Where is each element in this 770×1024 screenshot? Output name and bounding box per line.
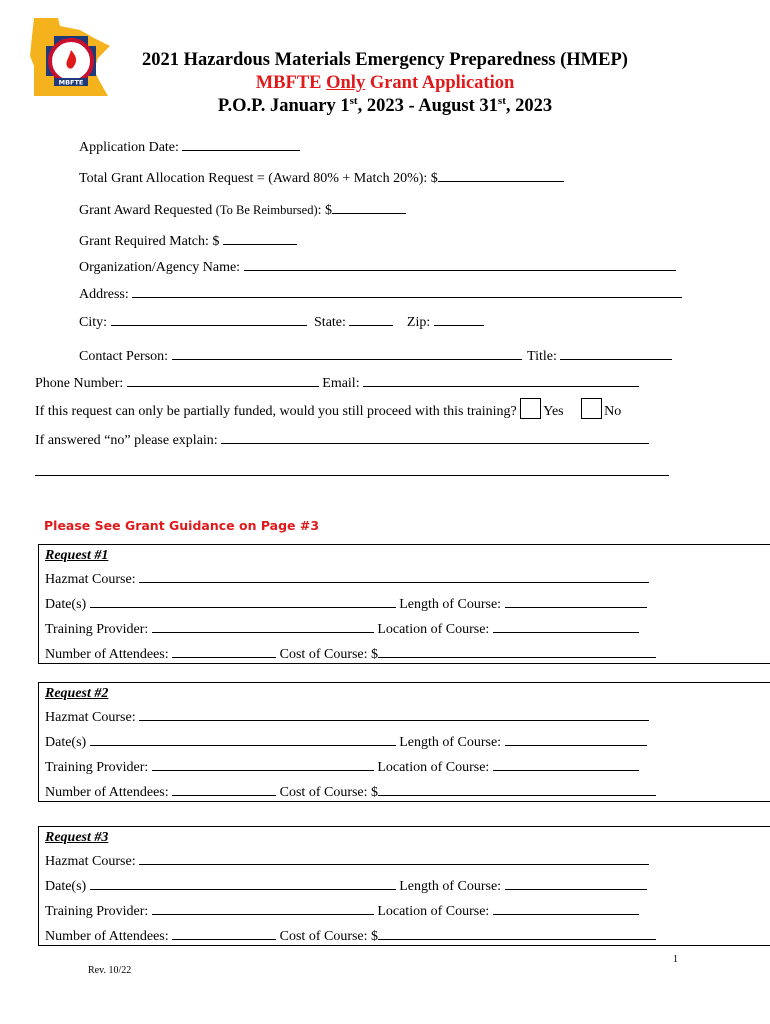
dates-length-row: Date(s) Length of Course:: [45, 733, 647, 751]
request-box-1: [38, 544, 770, 664]
city-state-zip-row: City: State: Zip:: [79, 313, 484, 331]
revision-label: Rev. 10/22: [88, 965, 132, 976]
state-input[interactable]: [349, 313, 393, 326]
zip-input[interactable]: [434, 313, 484, 326]
document-title: 2021 Hazardous Materials Emergency Preparedness (HMEP): [142, 50, 628, 70]
grant-guidance-note: Please See Grant Guidance on Page #3: [44, 518, 320, 533]
award-requested-field[interactable]: Grant Award Requested (To Be Reimbursed): $: [79, 201, 406, 219]
attendees-cost-row: Number of Attendees: Cost of Course: $: [45, 927, 656, 945]
explain-field[interactable]: If answered “no” please explain:: [35, 431, 649, 449]
request-heading: Request #3: [45, 830, 109, 845]
hazmat-course-field[interactable]: Hazmat Course:: [45, 570, 649, 588]
address-field[interactable]: Address:: [79, 285, 682, 303]
dates-length-row: Date(s) Length of Course:: [45, 877, 647, 895]
attendees-cost-row: Number of Attendees: Cost of Course: $: [45, 645, 656, 663]
organization-name-field[interactable]: Organization/Agency Name:: [79, 258, 676, 276]
application-date-field[interactable]: Application Date:: [79, 138, 300, 156]
logo-text: MBFTE: [58, 78, 84, 87]
title-input[interactable]: [560, 347, 672, 360]
provider-location-row: Training Provider: Location of Course:: [45, 758, 639, 776]
email-input[interactable]: [363, 374, 639, 387]
city-input[interactable]: [111, 313, 307, 326]
partial-funding-row: If this request can only be partially funded, would you still proceed with this training? Yes No: [35, 398, 621, 420]
yes-checkbox[interactable]: [520, 398, 541, 419]
provider-location-row: Training Provider: Location of Course:: [45, 620, 639, 638]
document-subtitle: MBFTE Only Grant Application: [255, 73, 515, 93]
hazmat-course-field[interactable]: Hazmat Course:: [45, 708, 649, 726]
request-box-2: [38, 682, 770, 802]
explain-continuation-line[interactable]: [35, 475, 669, 476]
period-of-performance: P.O.P. January 1st, 2023 - August 31st, 2023: [217, 94, 553, 116]
hazmat-course-field[interactable]: Hazmat Course:: [45, 852, 649, 870]
total-request-field[interactable]: Total Grant Allocation Request = (Award 80% + Match 20%): $: [79, 169, 564, 187]
request-box-3: [38, 826, 770, 946]
phone-input[interactable]: [127, 374, 319, 387]
required-match-field[interactable]: Grant Required Match: $: [79, 232, 297, 250]
contact-person-input[interactable]: [172, 347, 522, 360]
phone-email-row: Phone Number: Email:: [35, 374, 639, 392]
contact-row: Contact Person: Title:: [79, 347, 672, 365]
attendees-cost-row: Number of Attendees: Cost of Course: $: [45, 783, 656, 801]
provider-location-row: Training Provider: Location of Course:: [45, 902, 639, 920]
page-number: 1: [673, 954, 678, 965]
request-heading: Request #1: [45, 548, 109, 563]
dates-length-row: Date(s) Length of Course:: [45, 595, 647, 613]
no-checkbox[interactable]: [581, 398, 602, 419]
request-heading: Request #2: [45, 686, 109, 701]
